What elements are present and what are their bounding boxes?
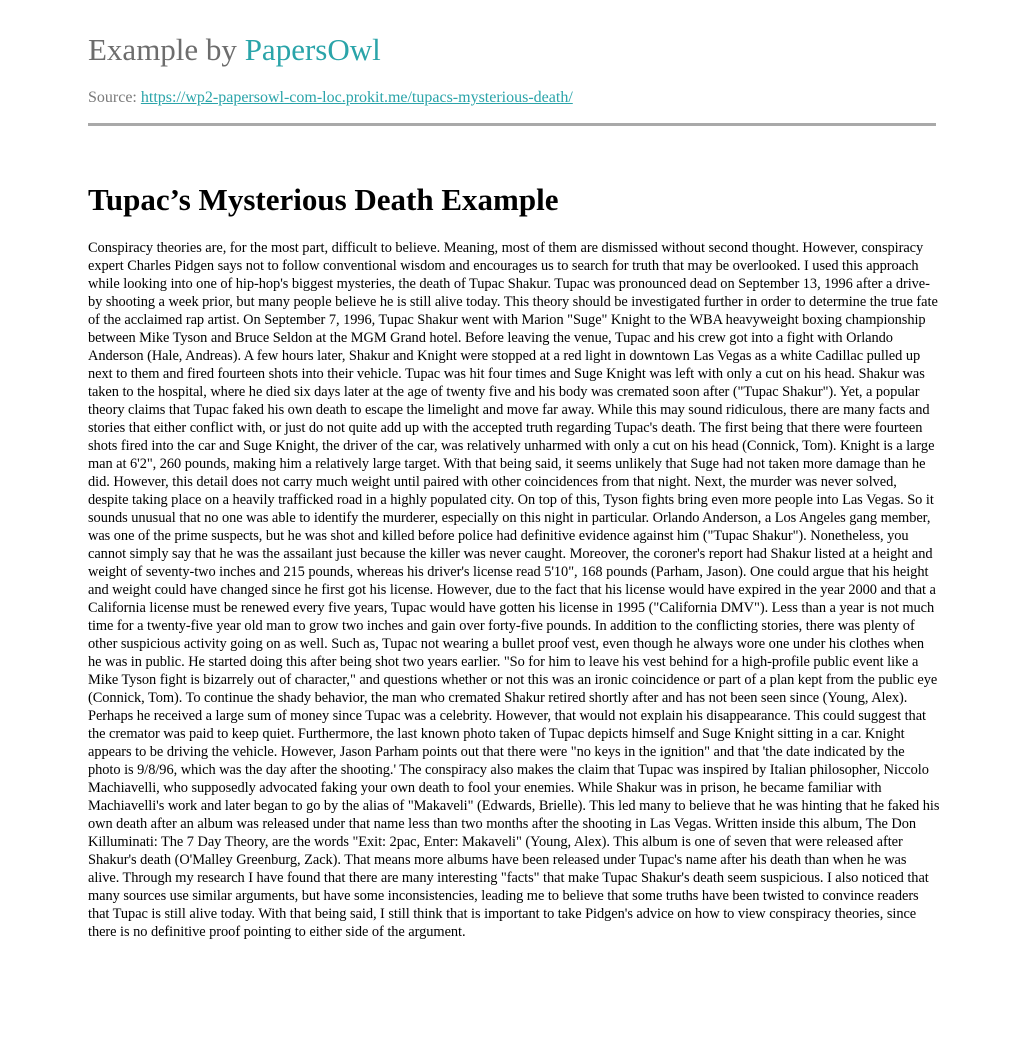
brand-heading: [88, 32, 381, 68]
brand-prefix: Example by: [88, 32, 237, 67]
brand-name-link[interactable]: PapersOwl: [244, 32, 381, 67]
source-url-link[interactable]: https://wp2-papersowl-com-loc.prokit.me/tupacs-mysterious-death/: [140, 89, 573, 106]
source-label: Source:: [88, 89, 137, 106]
article-body: Conspiracy theories are, for the most part, difficult to believe. Meaning, most of them are dismissed without second thought. However, conspiracy expert Charles Pidgen says not to follow conventional wisdom and encourages us to search for truth that may be overlooked. I used this approach while looking into one of hip-hop's biggest mysteries, the death of Tupac Shakur. Tupac was pronounced dead on September 13, 1996 after a drive-by shooting a week prior, but many people believe he is still alive today. This theory should be investigated further in order to determine the true fate of the acclaimed rap artist. On September 7, 1996, Tupac Shakur went with Marion "Suge" Knight to the WBA heavyweight boxing championship between Mike Tyson and Bruce Seldon at the MGM Grand hotel. Before leaving the venue, Tupac and his crew got into a fight with Orlando Anderson (Hale, Andreas). A few hours later, Shakur and Knight were stopped at a red light in downtown Las Vegas as a white Cadillac pulled up next to them and fired fourteen shots into their vehicle. Tupac was hit four times and Suge Knight was left with only a cut on his head. Shakur was taken to the hospital, where he died six days later at the age of twenty five and his body was cremated soon after ("Tupac Shakur"). Yet, a popular theory claims that Tupac faked his own death to escape the limelight and move far away. While this may sound ridiculous, there are many facts and stories that either conflict with, or just do not quite add up with the accepted truth regarding Tupac's death. The first being that there were fourteen shots fired into the car and Suge Knight, the driver of the car, was relatively unharmed with only a cut on his head (Connick, Tom). Knight is a large man at 6'2", 260 pounds, making him a relatively large target. With that being said, it seems unlikely that Suge had not taken more damage than he did. However, this detail does not carry much weight until paired with other coincidences from that night. Next, the murder was never solved, despite taking place on a heavily trafficked road in a highly populated city. On top of this, Tyson fights bring even more people into Las Vegas. So it sounds unusual that no one was able to identify the murderer, especially on this night in particular. Orlando Anderson, a Los Angeles gang member, was one of the prime suspects, but he was shot and killed before police had definitive evidence against him ("Tupac Shakur"). Nonetheless, you cannot simply say that he was the assailant just because the killer was never caught. Moreover, the coroner's report had Shakur listed at a height and weight of seventy-two inches and 215 pounds, whereas his driver's license read 5'10", 168 pounds (Parham, Jason). One could argue that his height and weight could have changed since he first got his license. However, due to the fact that his license would have expired in the year 2000 and that a California license must be renewed every five years, Tupac would have gotten his license in 1995 ("California DMV"). Less than a year is not much time for a twenty-five year old man to grow two inches and gain over forty-five pounds. In addition to the conflicting stories, there was plenty of other suspicious activity going on as well. Such as, Tupac not wearing a bullet proof vest, even though he always wore one under his clothes when he was in public. He started doing this after being shot two years earlier. "So for him to leave his vest behind for a high-profile public event like a Mike Tyson fight is bizarrely out of character," and questions whether or not this was an ironic coincidence or part of a plan kept from the public eye (Connick, Tom). To continue the shady behavior, the man who cremated Shakur retired shortly after and has not been seen since (Young, Alex). Perhaps he received a large sum of money since Tupac was a celebrity. However, that would not explain his disappearance. This could suggest that the cremator was paid to keep quiet. Furthermore, the last known photo taken of Tupac depicts himself and Suge Knight sitting in a car. Knight appears to be driving the vehicle. However, Jason Parham points out that there were "no keys in the ignition" and that 'the date indicated by the photo is 9/8/96, which was the day after the shooting.' The conspiracy also makes the claim that Tupac was inspired by Italian philosopher, Niccolo Machiavelli, who supposedly advocated faking your own death to fool your enemies. While Shakur was in prison, he became familiar with Machiavelli's work and later began to go by the alias of "Makaveli" (Edwards, Brielle). This led many to believe that he was hinting that he faked his own death after an album was released under that name less than two months after the shooting in Las Vegas. Written inside this album, The Don Killuminati: The 7 Day Theory, are the words "Exit: 2pac, Enter: Makaveli" (Young, Alex). This album is one of seven that were released after Shakur's death (O'Malley Greenburg, Zack). That means more albums have been released under Tupac's name after his death than when he was alive. Through my research I have found that there are many interesting "facts" that make Tupac Shakur's death seem suspicious. I also noticed that many sources use similar arguments, but have some inconsistencies, leading me to believe that some truths have been twisted to convince readers that Tupac is still alive today. With that being said, I still think that is important to take Pidgen's advice on how to view conspiracy theories, since there is no definitive proof pointing to either side of the argument.: [88, 240, 940, 940]
article-title: Tupac’s Mysterious Death Example: [88, 182, 559, 217]
source-line: [88, 88, 573, 108]
header-divider: [88, 123, 936, 126]
